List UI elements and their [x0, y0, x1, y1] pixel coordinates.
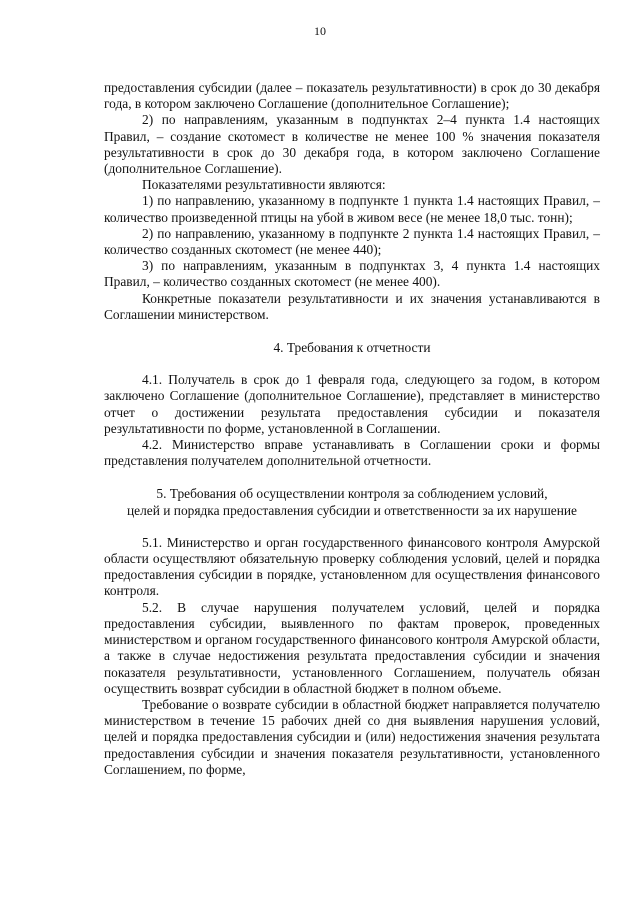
document-body [104, 80, 600, 778]
paragraph-indicator-1: 1) по направлению, указанному в подпункте 1 пункта 1.4 настоящих Правил, – количество произведенной птицы на убой в живом весе (не менее 18,0 тыс. тонн); [104, 193, 600, 225]
section-5-heading-line-2: целей и порядка предоставления субсидии и ответственности за их нарушение [127, 502, 577, 518]
paragraph-item-2: 2) по направлениям, указанным в подпунктах 2–4 пункта 1.4 настоящих Правил, – создание скотомест в количестве не менее 100 % значения показателя результативности в срок до 30 декабря года, в котором заключено Соглашение (дополнительное Соглашение). [104, 112, 600, 177]
paragraph-4-1: 4.1. Получатель в срок до 1 февраля года, следующего за годом, в котором заключено Соглашение (дополнительное Соглашение), представляет в министерство отчет о достижении результата предоставления субсидии и показателя результативности по форме, установленной в Соглашении. [104, 372, 600, 436]
section-5-heading-line-1: 5. Требования об осуществлении контроля за соблюдением условий, [156, 486, 548, 502]
paragraph-indicator-2: 2) по направлению, указанному в подпункте 2 пункта 1.4 настоящих Правил, – количество созданных скотомест (не менее 440); [104, 225, 600, 258]
page-number: 10 [314, 24, 326, 38]
paragraph-indicator-3: 3) по направлениям, указанным в подпунктах 3, 4 пункта 1.4 настоящих Правил, – количество созданных скотомест (не менее 400). [104, 258, 600, 290]
section-4-heading: 4. Требования к отчетности [273, 340, 431, 356]
paragraph-4-2: 4.2. Министерство вправе устанавливать в Соглашении сроки и формы представления получателем дополнительной отчетности. [104, 437, 600, 469]
paragraph-indicators-agreement: Конкретные показатели результативности и их значения устанавливаются в Соглашении министерством. [104, 290, 600, 322]
paragraph-5-requirement: Требование о возврате субсидии в областной бюджет направляется получателю министерством в течение 15 рабочих дней со дня выявления нарушения условий, целей и порядка предоставления субсидии и (или) недостижения значения результата предоставления субсидии и значения показателя результативности, установленного Соглашением, по форме, [104, 696, 600, 777]
paragraph-continuation: предоставления субсидии (далее – показатель результативности) в срок до 30 декабря года, в котором заключено Соглашение (дополнительное Соглашение); [104, 80, 600, 112]
paragraph-5-2: 5.2. В случае нарушения получателем условий, целей и порядка предоставления субсидии, выявленного по фактам проверок, проведенных министерством и органом государственного финансового контроля Амурской области, а также в случае недостижения результата предоставления субсидии и значения показателя результативности, установленного Соглашением, получатель обязан осуществить возврат субсидии в областной бюджет в полном объеме. [104, 599, 600, 696]
paragraph-indicators-intro: Показателями результативности являются: [142, 177, 386, 193]
paragraph-5-1: 5.1. Министерство и орган государственного финансового контроля Амурской области осуществляют обязательную проверку соблюдения условий, целей и порядка предоставления субсидии в порядке, установленном для осуществления финансового контроля. [104, 534, 600, 599]
